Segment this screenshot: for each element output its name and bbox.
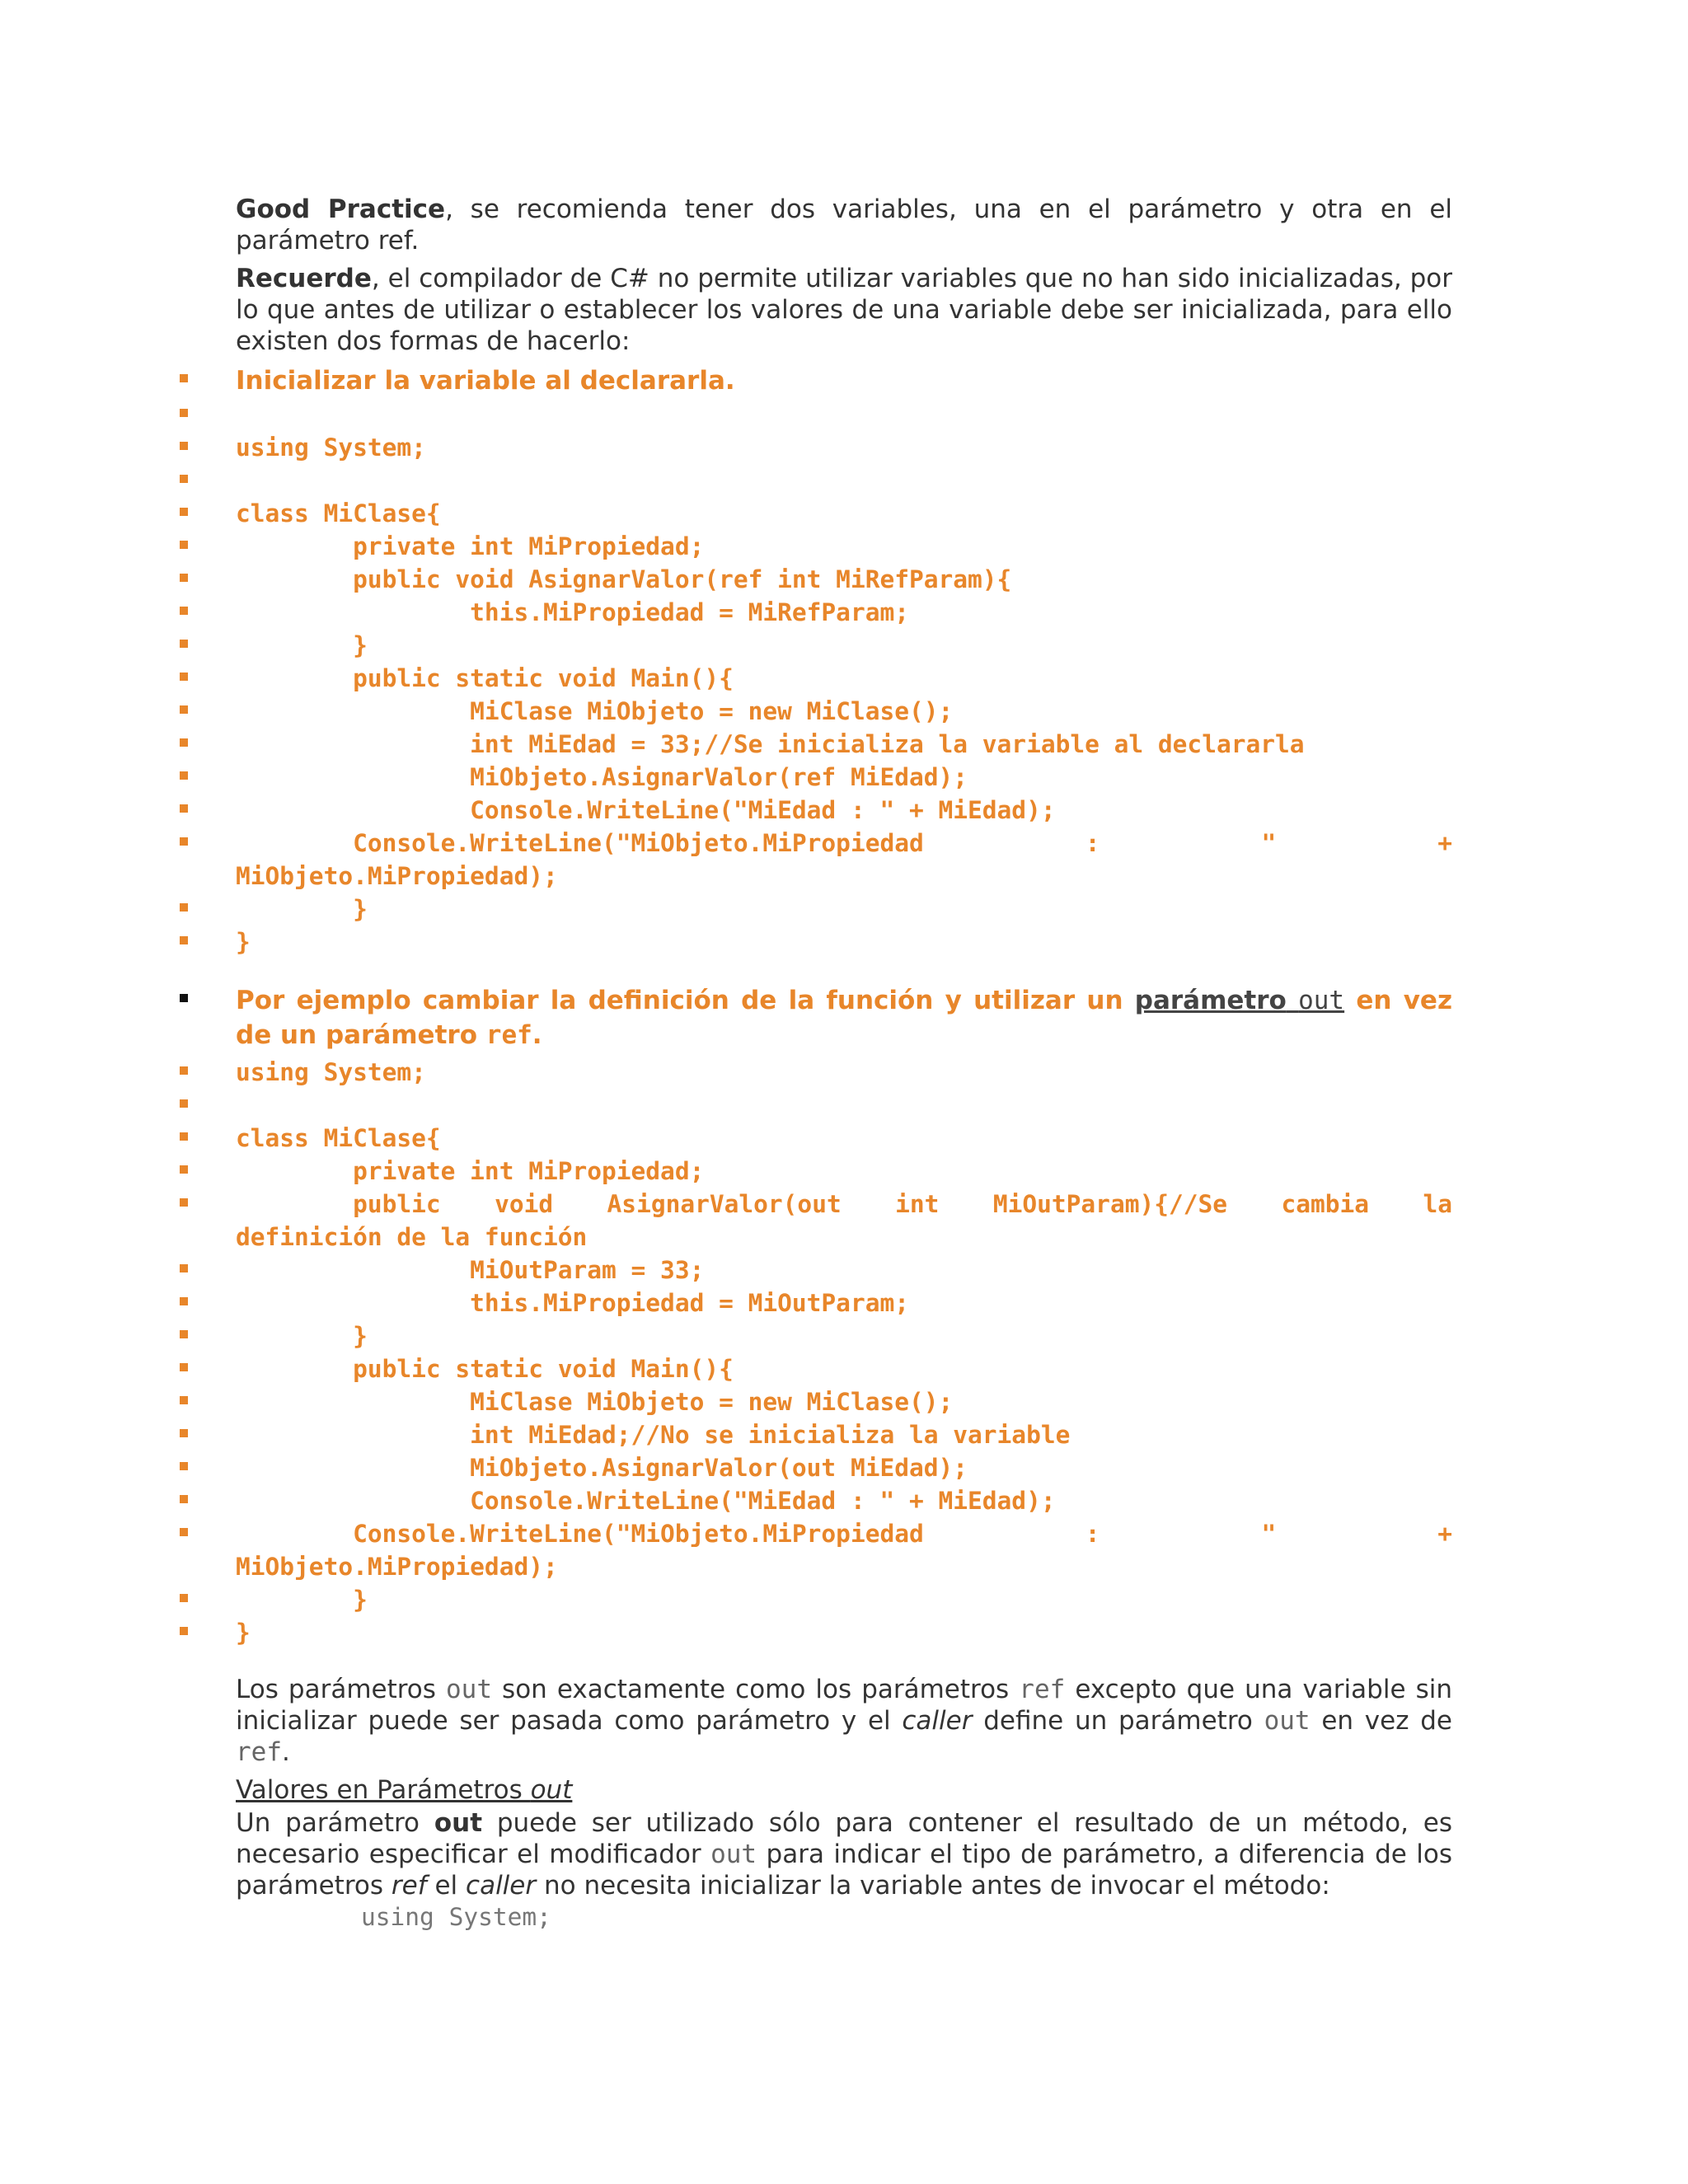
code-line xyxy=(236,1286,1452,1319)
code-line xyxy=(236,1352,1452,1385)
text: puede ser utilizado sólo para contener el resultado de un método, es necesario especificar el modificador xyxy=(236,1808,1452,1869)
code-text-wrapped xyxy=(236,1188,1452,1254)
bullet-icon xyxy=(180,1495,188,1503)
section2-heading xyxy=(236,983,1452,1052)
section2-heading-text-b: en vez de un parámetro xyxy=(236,986,1452,1050)
document-content xyxy=(236,194,1452,1933)
code-line xyxy=(236,497,1452,530)
code-line xyxy=(236,1319,1452,1352)
bullet-icon xyxy=(180,1594,188,1602)
section1-heading: Inicializar la variable al declararla. xyxy=(236,366,735,396)
bullet-icon xyxy=(180,771,188,780)
bullet-icon xyxy=(180,673,188,681)
code-text: public void AsignarValor(ref int MiRefParam){ xyxy=(236,565,1012,593)
code-token: cambia xyxy=(1281,1190,1370,1218)
code-token: + xyxy=(1437,1520,1452,1548)
good-practice-text: , se recomienda tener dos variables, una en el parámetro y otra en el parámetro ref. xyxy=(236,194,1453,255)
text: Los parámetros xyxy=(236,1675,446,1704)
code-token: AsignarValor(out xyxy=(607,1190,842,1218)
code-text: Console.WriteLine("MiEdad : " + MiEdad); xyxy=(236,796,1056,824)
bullet-icon xyxy=(180,1396,188,1404)
code-text: int MiEdad;//No se inicializa la variable xyxy=(236,1421,1071,1449)
code-text: MiOutParam = 33; xyxy=(236,1256,705,1284)
code-token: + xyxy=(1437,829,1452,857)
bullet-icon xyxy=(180,541,188,549)
code-line xyxy=(236,926,1452,958)
code-line xyxy=(236,1089,1452,1122)
outro-subtitle xyxy=(236,1774,1452,1806)
bullet-icon xyxy=(180,705,188,714)
section1-list xyxy=(236,363,1452,398)
bullet-icon xyxy=(180,1462,188,1470)
text: . xyxy=(282,1737,290,1767)
code-text: Console.WriteLine("MiEdad : " + MiEdad); xyxy=(236,1487,1056,1515)
bullet-icon xyxy=(180,1066,188,1075)
code-line xyxy=(236,1122,1452,1155)
link-text[interactable]: parámetro xyxy=(1134,986,1287,1015)
inline-code: out xyxy=(1264,1706,1311,1736)
recuerde-label: Recuerde xyxy=(236,264,372,293)
code-text: private int MiPropiedad; xyxy=(236,532,705,560)
section2-heading-code: ref xyxy=(485,1020,532,1050)
code-token: la xyxy=(1423,1190,1452,1218)
bullet-icon xyxy=(180,508,188,516)
text: son exactamente como los parámetros xyxy=(492,1675,1020,1704)
bullet-icon xyxy=(180,374,188,382)
code-line xyxy=(236,398,1452,431)
bullet-icon xyxy=(180,804,188,813)
code-token: " xyxy=(1261,1520,1277,1548)
recuerde-paragraph xyxy=(236,263,1452,357)
bullet-icon xyxy=(180,1264,188,1272)
bullet-icon xyxy=(180,936,188,944)
code-line xyxy=(236,695,1452,728)
code-text: } xyxy=(236,1322,368,1350)
code-text: int MiEdad = 33;//Se inicializa la variable al declararla xyxy=(236,730,1305,758)
text: define un parámetro xyxy=(972,1706,1264,1736)
caller-term: caller xyxy=(466,1871,537,1900)
ref-term: ref xyxy=(391,1871,427,1900)
inline-code: out xyxy=(710,1840,757,1869)
code-text: private int MiPropiedad; xyxy=(236,1157,705,1185)
section1-code-block xyxy=(236,398,1452,958)
code-text: } xyxy=(236,1619,251,1647)
bullet-icon xyxy=(180,607,188,615)
bullet-icon xyxy=(180,837,188,846)
code-line xyxy=(236,893,1452,926)
subtitle-text: Valores en Parámetros xyxy=(236,1775,531,1805)
code-line xyxy=(236,596,1452,629)
code-line xyxy=(236,1484,1452,1517)
section2-heading-text-a: Por ejemplo cambiar la definición de la función y utilizar un xyxy=(236,986,1135,1015)
code-text: public static void Main(){ xyxy=(236,1355,734,1383)
bullet-icon xyxy=(180,1363,188,1371)
code-text: MiClase MiObjeto = new MiClase(); xyxy=(236,1388,954,1416)
code-line xyxy=(236,464,1452,497)
text: Un parámetro xyxy=(236,1808,434,1838)
bullet-icon xyxy=(180,903,188,912)
bullet-icon xyxy=(180,574,188,582)
code-text: MiObjeto.AsignarValor(ref MiEdad); xyxy=(236,763,968,791)
bullet-icon xyxy=(180,1165,188,1174)
final-code-line: using System; xyxy=(361,1903,551,1931)
code-line xyxy=(236,761,1452,794)
code-text: } xyxy=(236,631,368,659)
code-text: MiObjeto.AsignarValor(out MiEdad); xyxy=(236,1454,968,1482)
bullet-icon xyxy=(180,1528,188,1536)
inline-code: ref xyxy=(1019,1675,1066,1704)
code-token: : xyxy=(1085,1520,1100,1548)
code-text: class MiClase{ xyxy=(236,1124,441,1152)
code-text: using System; xyxy=(236,434,426,462)
good-practice-label: Good Practice xyxy=(236,194,446,224)
text: el xyxy=(426,1871,467,1900)
code-text: class MiClase{ xyxy=(236,499,441,527)
code-text-wrapped xyxy=(236,1517,1452,1583)
code-token: void xyxy=(495,1190,554,1218)
code-line xyxy=(236,1517,1452,1583)
code-line xyxy=(236,1418,1452,1451)
subtitle-italic: out xyxy=(530,1775,573,1805)
inline-code: ref xyxy=(236,1737,282,1767)
section1-heading-item xyxy=(236,363,1452,398)
code-line xyxy=(236,1056,1452,1089)
code-token: int xyxy=(895,1190,940,1218)
code-text: MiClase MiObjeto = new MiClase(); xyxy=(236,697,954,725)
bullet-icon xyxy=(180,475,188,483)
outro-paragraph-1 xyxy=(236,1674,1452,1768)
code-text: this.MiPropiedad = MiRefParam; xyxy=(236,598,909,626)
bullet-icon xyxy=(180,1099,188,1108)
bullet-icon xyxy=(180,1627,188,1635)
code-line xyxy=(236,1616,1452,1649)
bullet-icon xyxy=(180,1198,188,1207)
recuerde-text: , el compilador de C# no permite utilizar variables que no han sido inicializadas, por lo que antes de utilizar o establecer los valores de una variable debe ser inicializada, para ello existen dos formas de hacerlo: xyxy=(236,264,1452,356)
code-line xyxy=(236,530,1452,563)
out-keyword: out xyxy=(434,1808,483,1838)
outro-paragraph-2 xyxy=(236,1807,1452,1901)
caller-term: caller xyxy=(902,1706,973,1736)
bullet-icon xyxy=(180,442,188,450)
bullet-icon xyxy=(180,1330,188,1338)
code-token: public xyxy=(236,1190,441,1218)
text: en vez de xyxy=(1310,1706,1452,1736)
code-line xyxy=(236,1583,1452,1616)
section2-list xyxy=(236,983,1452,1052)
code-text: } xyxy=(236,895,368,923)
code-line xyxy=(236,1155,1452,1188)
code-line xyxy=(236,431,1452,464)
bullet-icon xyxy=(180,1429,188,1437)
section2-code-block xyxy=(236,1056,1452,1649)
bullet-icon xyxy=(180,1297,188,1305)
section2-heading-end: . xyxy=(532,1020,542,1050)
code-line xyxy=(236,1254,1452,1286)
bullet-icon xyxy=(180,738,188,747)
code-text: } xyxy=(236,928,251,956)
bullet-icon xyxy=(180,640,188,648)
parametro-out-link[interactable] xyxy=(1135,986,1344,1015)
code-line xyxy=(236,662,1452,695)
code-text: using System; xyxy=(236,1058,426,1086)
code-continuation: MiObjeto.MiPropiedad); xyxy=(236,862,558,890)
code-token: " xyxy=(1261,829,1277,857)
text: excepto que una variable sin inicializar puede ser pasada como parámetro y el xyxy=(236,1675,1452,1736)
bullet-icon xyxy=(180,994,188,1002)
code-line xyxy=(236,629,1452,662)
code-continuation: MiObjeto.MiPropiedad); xyxy=(236,1553,558,1581)
text: para indicar el tipo de parámetro, a diferencia de los parámetros xyxy=(236,1840,1453,1900)
code-line xyxy=(236,1451,1452,1484)
code-text-wrapped xyxy=(236,827,1452,893)
code-text: this.MiPropiedad = MiOutParam; xyxy=(236,1289,909,1317)
code-text: public static void Main(){ xyxy=(236,664,734,692)
bullet-icon xyxy=(180,409,188,417)
code-line xyxy=(236,728,1452,761)
code-token: MiOutParam){//Se xyxy=(992,1190,1228,1218)
inline-code: out xyxy=(446,1675,492,1704)
code-token: Console.WriteLine("MiObjeto.MiPropiedad xyxy=(236,829,924,857)
code-line xyxy=(236,827,1452,893)
code-token: : xyxy=(1085,829,1100,857)
code-token: Console.WriteLine("MiObjeto.MiPropiedad xyxy=(236,1520,924,1548)
section2-heading-item xyxy=(236,983,1452,1052)
text: no necesita inicializar la variable antes de invocar el método: xyxy=(536,1871,1330,1900)
code-line xyxy=(236,563,1452,596)
bullet-icon xyxy=(180,1132,188,1141)
code-line xyxy=(236,1188,1452,1254)
code-text: } xyxy=(236,1586,368,1614)
link-code[interactable]: out xyxy=(1298,986,1345,1015)
good-practice-paragraph xyxy=(236,194,1452,256)
code-line xyxy=(236,794,1452,827)
code-line xyxy=(236,1385,1452,1418)
code-continuation: definición de la función xyxy=(236,1223,588,1251)
